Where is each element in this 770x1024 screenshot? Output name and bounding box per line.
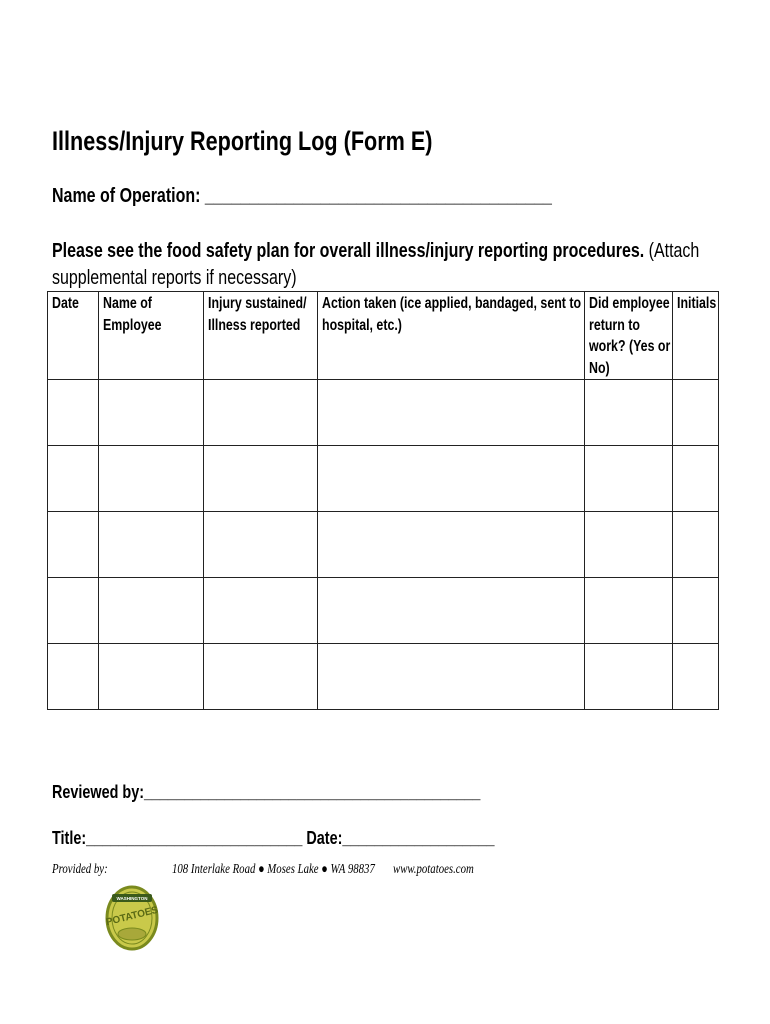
cell-action-taken[interactable] bbox=[318, 512, 585, 578]
cell-initials[interactable] bbox=[673, 380, 719, 446]
svg-text:WASHINGTON: WASHINGTON bbox=[116, 896, 148, 901]
washington-potatoes-logo bbox=[104, 884, 160, 952]
cell-date[interactable] bbox=[48, 446, 99, 512]
cell-initials[interactable] bbox=[673, 512, 719, 578]
cell-return-to-work[interactable] bbox=[585, 446, 673, 512]
cell-employee-name[interactable] bbox=[99, 446, 204, 512]
cell-injury[interactable] bbox=[204, 446, 318, 512]
reporting-log-table bbox=[47, 291, 719, 710]
svg-text:POTATOES: POTATOES bbox=[104, 904, 160, 929]
cell-injury[interactable] bbox=[204, 644, 318, 710]
header-action-taken: Action taken (ice applied, bandaged, sent to hospital, etc.) bbox=[318, 292, 585, 380]
operation-name-field[interactable]: Name of Operation: _______________________________________ bbox=[52, 185, 552, 207]
cell-date[interactable] bbox=[48, 578, 99, 644]
table-row bbox=[48, 512, 719, 578]
table-body bbox=[48, 380, 719, 710]
cell-return-to-work[interactable] bbox=[585, 578, 673, 644]
cell-injury[interactable] bbox=[204, 512, 318, 578]
cell-action-taken[interactable] bbox=[318, 380, 585, 446]
cell-date[interactable] bbox=[48, 512, 99, 578]
cell-action-taken[interactable] bbox=[318, 578, 585, 644]
header-initials: Initials bbox=[673, 292, 719, 380]
table-row bbox=[48, 380, 719, 446]
form-title: Illness/Injury Reporting Log (Form E) bbox=[52, 126, 433, 156]
cell-initials[interactable] bbox=[673, 578, 719, 644]
cell-initials[interactable] bbox=[673, 446, 719, 512]
title-date-field[interactable]: Title:___________________________ Date:___________________ bbox=[52, 828, 495, 848]
cell-action-taken[interactable] bbox=[318, 644, 585, 710]
cell-return-to-work[interactable] bbox=[585, 380, 673, 446]
cell-injury[interactable] bbox=[204, 380, 318, 446]
instructions-text bbox=[52, 238, 708, 292]
cell-employee-name[interactable] bbox=[99, 578, 204, 644]
header-employee-name: Name of Employee bbox=[99, 292, 204, 380]
cell-employee-name[interactable] bbox=[99, 644, 204, 710]
reviewed-by-field[interactable]: Reviewed by:__________________________________________ bbox=[52, 782, 481, 802]
instructions-note: (Attach supplemental reports if necessary) bbox=[52, 240, 700, 289]
cell-initials[interactable] bbox=[673, 644, 719, 710]
cell-employee-name[interactable] bbox=[99, 380, 204, 446]
cell-date[interactable] bbox=[48, 380, 99, 446]
footer-website: www.potatoes.com bbox=[393, 861, 474, 876]
cell-return-to-work[interactable] bbox=[585, 644, 673, 710]
table-row bbox=[48, 644, 719, 710]
header-date: Date bbox=[48, 292, 99, 380]
footer-address: 108 Interlake Road ● Moses Lake ● WA 98837 bbox=[172, 861, 375, 876]
header-return-to-work: Did employee return to work? (Yes or No) bbox=[585, 292, 673, 380]
cell-return-to-work[interactable] bbox=[585, 512, 673, 578]
instructions-bold: Please see the food safety plan for overall illness/injury reporting procedures. bbox=[52, 240, 645, 262]
cell-employee-name[interactable] bbox=[99, 512, 204, 578]
cell-date[interactable] bbox=[48, 644, 99, 710]
table-row bbox=[48, 446, 719, 512]
table-row bbox=[48, 578, 719, 644]
cell-action-taken[interactable] bbox=[318, 446, 585, 512]
provided-by-label: Provided by: bbox=[52, 861, 108, 876]
table-header-row bbox=[48, 292, 719, 380]
header-injury: Injury sustained/ Illness reported bbox=[204, 292, 318, 380]
cell-injury[interactable] bbox=[204, 578, 318, 644]
